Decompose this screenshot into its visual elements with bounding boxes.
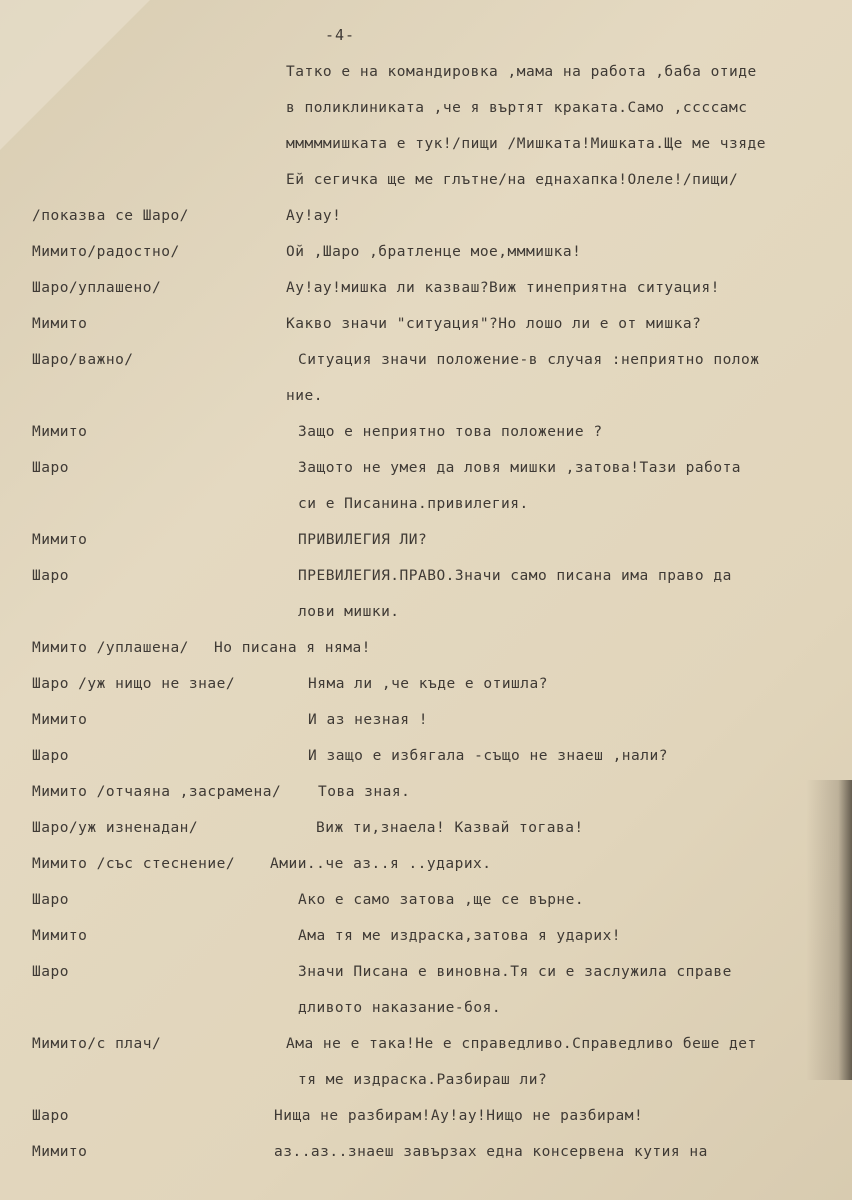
dialogue-text: Но писана я няма! bbox=[214, 640, 371, 656]
dialogue-text: Амии..че аз..я ..ударих. bbox=[270, 856, 492, 872]
dialogue-text: Ама не е така!Не е справедливо.Справедливо беше дет bbox=[286, 1036, 757, 1052]
speaker: Мимито /уплашена/ bbox=[32, 640, 189, 656]
dialogue-text: Ой ,Шаро ,братленце мое,мммишка! bbox=[286, 244, 582, 260]
script-line bbox=[0, 352, 852, 376]
script-line bbox=[0, 568, 852, 592]
script-line bbox=[0, 1144, 852, 1168]
script-line bbox=[0, 496, 852, 520]
speaker: Шаро/уж изненадан/ bbox=[32, 820, 199, 836]
speaker: /показва се Шаро/ bbox=[32, 208, 189, 224]
dialogue-text: ПРЕВИЛЕГИЯ.ПРАВО.Значи само писана има право да bbox=[298, 568, 732, 584]
dialogue-text: си е Писанина.привилегия. bbox=[298, 496, 529, 512]
speaker: Мимито bbox=[32, 424, 88, 440]
script-line bbox=[0, 820, 852, 844]
script-line bbox=[0, 964, 852, 988]
dialogue-text: тя ме издраска.Разбираш ли? bbox=[298, 1072, 548, 1088]
script-line bbox=[0, 1108, 852, 1132]
dialogue-text: Защото не умея да ловя мишки ,затова!Тази работа bbox=[298, 460, 742, 476]
script-line bbox=[0, 388, 852, 412]
script-line bbox=[0, 1072, 852, 1096]
dialogue-text: ПРИВИЛЕГИЯ ЛИ? bbox=[298, 532, 428, 548]
speaker: Шаро bbox=[32, 964, 69, 980]
dialogue-text: Татко е на командировка ,мама на работа ,баба отиде bbox=[286, 64, 757, 80]
script-line bbox=[0, 928, 852, 952]
dialogue-text: Нища не разбирам!Ау!ау!Нищо не разбирам! bbox=[274, 1108, 644, 1124]
dialogue-text: Ау!ау! bbox=[286, 208, 342, 224]
script-line bbox=[0, 784, 852, 808]
speaker: Мимито bbox=[32, 928, 88, 944]
speaker: Мимито bbox=[32, 316, 88, 332]
dialogue-text: Ау!ау!мишка ли казваш?Виж тинеприятна ситуация! bbox=[286, 280, 720, 296]
script-line bbox=[0, 676, 852, 700]
script-line bbox=[0, 208, 852, 232]
dialogue-text: мммммишката е тук!/пищи /Мишката!Мишката.Ще ме чзяде bbox=[286, 136, 766, 152]
speaker: Шаро/уплашено/ bbox=[32, 280, 162, 296]
dialogue-text: Ситуация значи положение-в случая :неприятно полож bbox=[298, 352, 760, 368]
dialogue-text: Това зная. bbox=[318, 784, 411, 800]
script-line bbox=[0, 640, 852, 664]
dialogue-text: Няма ли ,че къде е отишла? bbox=[308, 676, 548, 692]
script-line bbox=[0, 856, 852, 880]
script-line bbox=[0, 100, 852, 124]
dialogue-text: Ей сегичка ще ме глътне/на еднахапка!Олеле!/пищи/ bbox=[286, 172, 739, 188]
script-line bbox=[0, 172, 852, 196]
script-line bbox=[0, 604, 852, 628]
speaker: Мимито bbox=[32, 532, 88, 548]
script-line bbox=[0, 244, 852, 268]
page-number: -4- bbox=[325, 26, 356, 44]
script-line bbox=[0, 280, 852, 304]
speaker: Шаро /уж нищо не знае/ bbox=[32, 676, 236, 692]
speaker: Мимито/с плач/ bbox=[32, 1036, 162, 1052]
speaker: Шаро bbox=[32, 568, 69, 584]
speaker: Мимито bbox=[32, 712, 88, 728]
script-line bbox=[0, 1000, 852, 1024]
script-line bbox=[0, 532, 852, 556]
script-line bbox=[0, 892, 852, 916]
dialogue-text: в поликлиниката ,че я въртят краката.Само ,ссссамс bbox=[286, 100, 748, 116]
dialogue-text: И защо е избягала -също не знаеш ,нали? bbox=[308, 748, 668, 764]
script-line bbox=[0, 424, 852, 448]
speaker: Шаро bbox=[32, 748, 69, 764]
script-line bbox=[0, 712, 852, 736]
speaker: Шаро bbox=[32, 460, 69, 476]
script-line bbox=[0, 1036, 852, 1060]
dialogue-text: Ако е само затова ,ще се върне. bbox=[298, 892, 585, 908]
speaker: Мимито /със стеснение/ bbox=[32, 856, 236, 872]
dialogue-text: аз..аз..знаеш завързах една консервена кутия на bbox=[274, 1144, 708, 1160]
dialogue-text: Защо е неприятно това положение ? bbox=[298, 424, 603, 440]
speaker: Шаро bbox=[32, 1108, 69, 1124]
speaker: Мимито /отчаяна ,засрамена/ bbox=[32, 784, 282, 800]
dialogue-text: Значи Писана е виновна.Тя си е заслужила справе bbox=[298, 964, 732, 980]
script-line bbox=[0, 136, 852, 160]
script-line bbox=[0, 64, 852, 88]
speaker: Шаро bbox=[32, 892, 69, 908]
speaker: Мимито bbox=[32, 1144, 88, 1160]
script-line bbox=[0, 748, 852, 772]
dialogue-text: дливото наказание-боя. bbox=[298, 1000, 502, 1016]
dialogue-text: Ама тя ме издраска,затова я ударих! bbox=[298, 928, 622, 944]
script-line bbox=[0, 316, 852, 340]
dialogue-text: И аз незная ! bbox=[308, 712, 428, 728]
speaker: Шаро/важно/ bbox=[32, 352, 134, 368]
dialogue-text: Какво значи "ситуация"?Но лошо ли е от мишка? bbox=[286, 316, 702, 332]
dialogue-text: лови мишки. bbox=[298, 604, 400, 620]
dialogue-text: ние. bbox=[286, 388, 323, 404]
script-line bbox=[0, 460, 852, 484]
dialogue-text: Виж ти,знаела! Казвай тогава! bbox=[316, 820, 584, 836]
speaker: Мимито/радостно/ bbox=[32, 244, 180, 260]
